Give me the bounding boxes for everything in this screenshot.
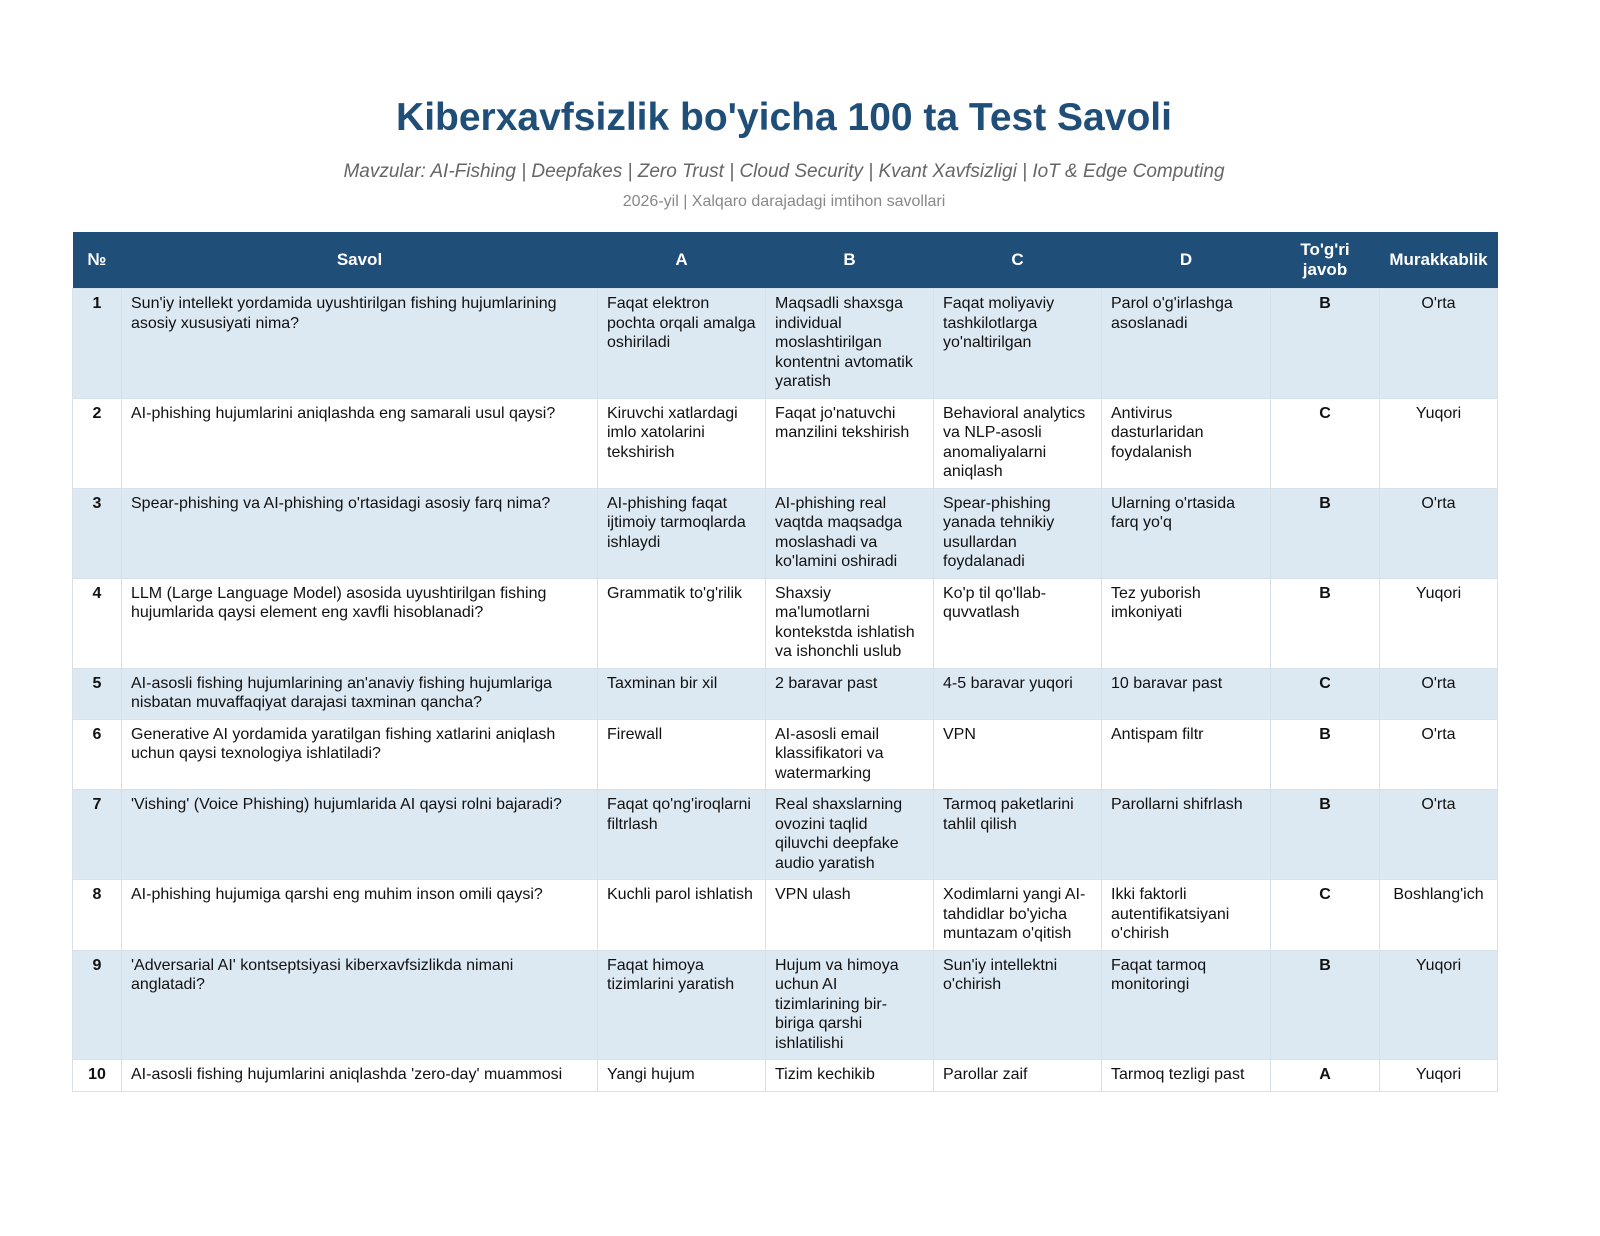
difficulty: Yuqori [1380,578,1498,668]
table-row [73,1060,1498,1092]
option-b: Faqat jo'natuvchi manzilini tekshirish [766,398,934,488]
table-row [73,790,1498,880]
table-row [73,719,1498,790]
difficulty: O'rta [1380,668,1498,719]
option-d: 10 baravar past [1102,668,1271,719]
option-a: Faqat qo'ng'iroqlarni filtrlash [598,790,766,880]
option-d: Faqat tarmoq monitoringi [1102,950,1271,1060]
col-header-difficulty: Murakkablik [1380,232,1498,289]
option-a: Kuchli parol ishlatish [598,880,766,951]
table-row [73,880,1498,951]
table-row [73,289,1498,399]
question-text: Spear-phishing va AI-phishing o'rtasidagi asosiy farq nima? [122,488,598,578]
correct-answer: C [1271,398,1380,488]
question-text: 'Vishing' (Voice Phishing) hujumlarida AI qaysi rolni bajaradi? [122,790,598,880]
question-number: 6 [73,719,122,790]
question-number: 9 [73,950,122,1060]
col-header-option-c: C [934,232,1102,289]
difficulty: Yuqori [1380,398,1498,488]
option-b: AI-phishing real vaqtda maqsadga moslashadi va ko'lamini oshiradi [766,488,934,578]
page-title: Kiberxavfsizlik bo'yicha 100 ta Test Savoli [396,96,1172,139]
difficulty: Yuqori [1380,950,1498,1060]
question-number: 1 [73,289,122,399]
question-number: 3 [73,488,122,578]
option-a: Yangi hujum [598,1060,766,1092]
option-d: Antispam filtr [1102,719,1271,790]
correct-answer: B [1271,950,1380,1060]
option-b: 2 baravar past [766,668,934,719]
question-number: 4 [73,578,122,668]
question-number: 7 [73,790,122,880]
col-header-number: № [73,232,122,289]
option-c: Ko'p til qo'llab-quvvatlash [934,578,1102,668]
correct-answer: C [1271,880,1380,951]
question-number: 5 [73,668,122,719]
difficulty: O'rta [1380,790,1498,880]
question-text: AI-phishing hujumiga qarshi eng muhim inson omili qaysi? [122,880,598,951]
question-text: Generative AI yordamida yaratilgan fishing xatlarini aniqlash uchun qaysi texnologiya ishlatiladi? [122,719,598,790]
table-row [73,488,1498,578]
option-c: Faqat moliyaviy tashkilotlarga yo'naltirilgan [934,289,1102,399]
col-header-option-a: A [598,232,766,289]
question-text: Sun'iy intellekt yordamida uyushtirilgan fishing hujumlarining asosiy xususiyati nima? [122,289,598,399]
question-text: 'Adversarial AI' kontseptsiyasi kiberxavfsizlikda nimani anglatadi? [122,950,598,1060]
col-header-option-d: D [1102,232,1271,289]
table-row [73,578,1498,668]
correct-answer: B [1271,488,1380,578]
option-b: Hujum va himoya uchun AI tizimlarining bir-biriga qarshi ishlatilishi [766,950,934,1060]
difficulty: Boshlang'ich [1380,880,1498,951]
correct-answer: B [1271,790,1380,880]
col-header-correct-answer: To'g'ri javob [1271,232,1380,289]
table-row [73,950,1498,1060]
question-text: AI-asosli fishing hujumlarini aniqlashda 'zero-day' muammosi [122,1060,598,1092]
topics-subtitle: Mavzular: AI-Fishing | Deepfakes | Zero Trust | Cloud Security | Kvant Xavfsizligi | IoT & Edge Computing [343,161,1225,182]
option-b: AI-asosli email klassifikatori va watermarking [766,719,934,790]
option-a: Faqat himoya tizimlarini yaratish [598,950,766,1060]
option-d: Ularning o'rtasida farq yo'q [1102,488,1271,578]
option-d: Tarmoq tezligi past [1102,1060,1271,1092]
option-d: Parollarni shifrlash [1102,790,1271,880]
option-c: Sun'iy intellektni o'chirish [934,950,1102,1060]
question-number: 8 [73,880,122,951]
question-number: 2 [73,398,122,488]
option-b: Maqsadli shaxsga individual moslashtirilgan kontentni avtomatik yaratish [766,289,934,399]
question-text: LLM (Large Language Model) asosida uyushtirilgan fishing hujumlarida qaysi element eng xavfli hisoblanadi? [122,578,598,668]
option-c: Xodimlarni yangi AI-tahdidlar bo'yicha muntazam o'qitish [934,880,1102,951]
correct-answer: C [1271,668,1380,719]
option-b: VPN ulash [766,880,934,951]
option-d: Ikki faktorli autentifikatsiyani o'chirish [1102,880,1271,951]
option-c: Tarmoq paketlarini tahlil qilish [934,790,1102,880]
option-c: Behavioral analytics va NLP-asosli anomaliyalarni aniqlash [934,398,1102,488]
option-b: Real shaxslarning ovozini taqlid qiluvchi deepfake audio yaratish [766,790,934,880]
option-d: Antivirus dasturlaridan foydalanish [1102,398,1271,488]
table-row [73,398,1498,488]
question-text: AI-asosli fishing hujumlarining an'anaviy fishing hujumlariga nisbatan muvaffaqiyat darajasi taxminan qancha? [122,668,598,719]
option-c: 4-5 baravar yuqori [934,668,1102,719]
correct-answer: B [1271,578,1380,668]
difficulty: O'rta [1380,289,1498,399]
option-b: Tizim kechikib [766,1060,934,1092]
col-header-option-b: B [766,232,934,289]
option-a: Faqat elektron pochta orqali amalga oshiriladi [598,289,766,399]
option-c: Parollar zaif [934,1060,1102,1092]
question-number: 10 [73,1060,122,1092]
option-c: VPN [934,719,1102,790]
questions-table [72,232,1498,1092]
year-meta: 2026-yil | Xalqaro darajadagi imtihon savollari [622,193,946,210]
option-a: Firewall [598,719,766,790]
correct-answer: A [1271,1060,1380,1092]
option-c: Spear-phishing yanada tehnikiy usullardan foydalanadi [934,488,1102,578]
option-a: Kiruvchi xatlardagi imlo xatolarini tekshirish [598,398,766,488]
option-d: Parol o'g'irlashga asoslanadi [1102,289,1271,399]
option-d: Tez yuborish imkoniyati [1102,578,1271,668]
question-text: AI-phishing hujumlarini aniqlashda eng samarali usul qaysi? [122,398,598,488]
option-a: Grammatik to'g'rilik [598,578,766,668]
difficulty: Yuqori [1380,1060,1498,1092]
option-a: AI-phishing faqat ijtimoiy tarmoqlarda ishlaydi [598,488,766,578]
option-b: Shaxsiy ma'lumotlarni kontekstda ishlatish va ishonchli uslub [766,578,934,668]
difficulty: O'rta [1380,719,1498,790]
option-a: Taxminan bir xil [598,668,766,719]
table-row [73,668,1498,719]
correct-answer: B [1271,719,1380,790]
col-header-question: Savol [122,232,598,289]
table-header-row [73,232,1498,289]
correct-answer: B [1271,289,1380,399]
difficulty: O'rta [1380,488,1498,578]
